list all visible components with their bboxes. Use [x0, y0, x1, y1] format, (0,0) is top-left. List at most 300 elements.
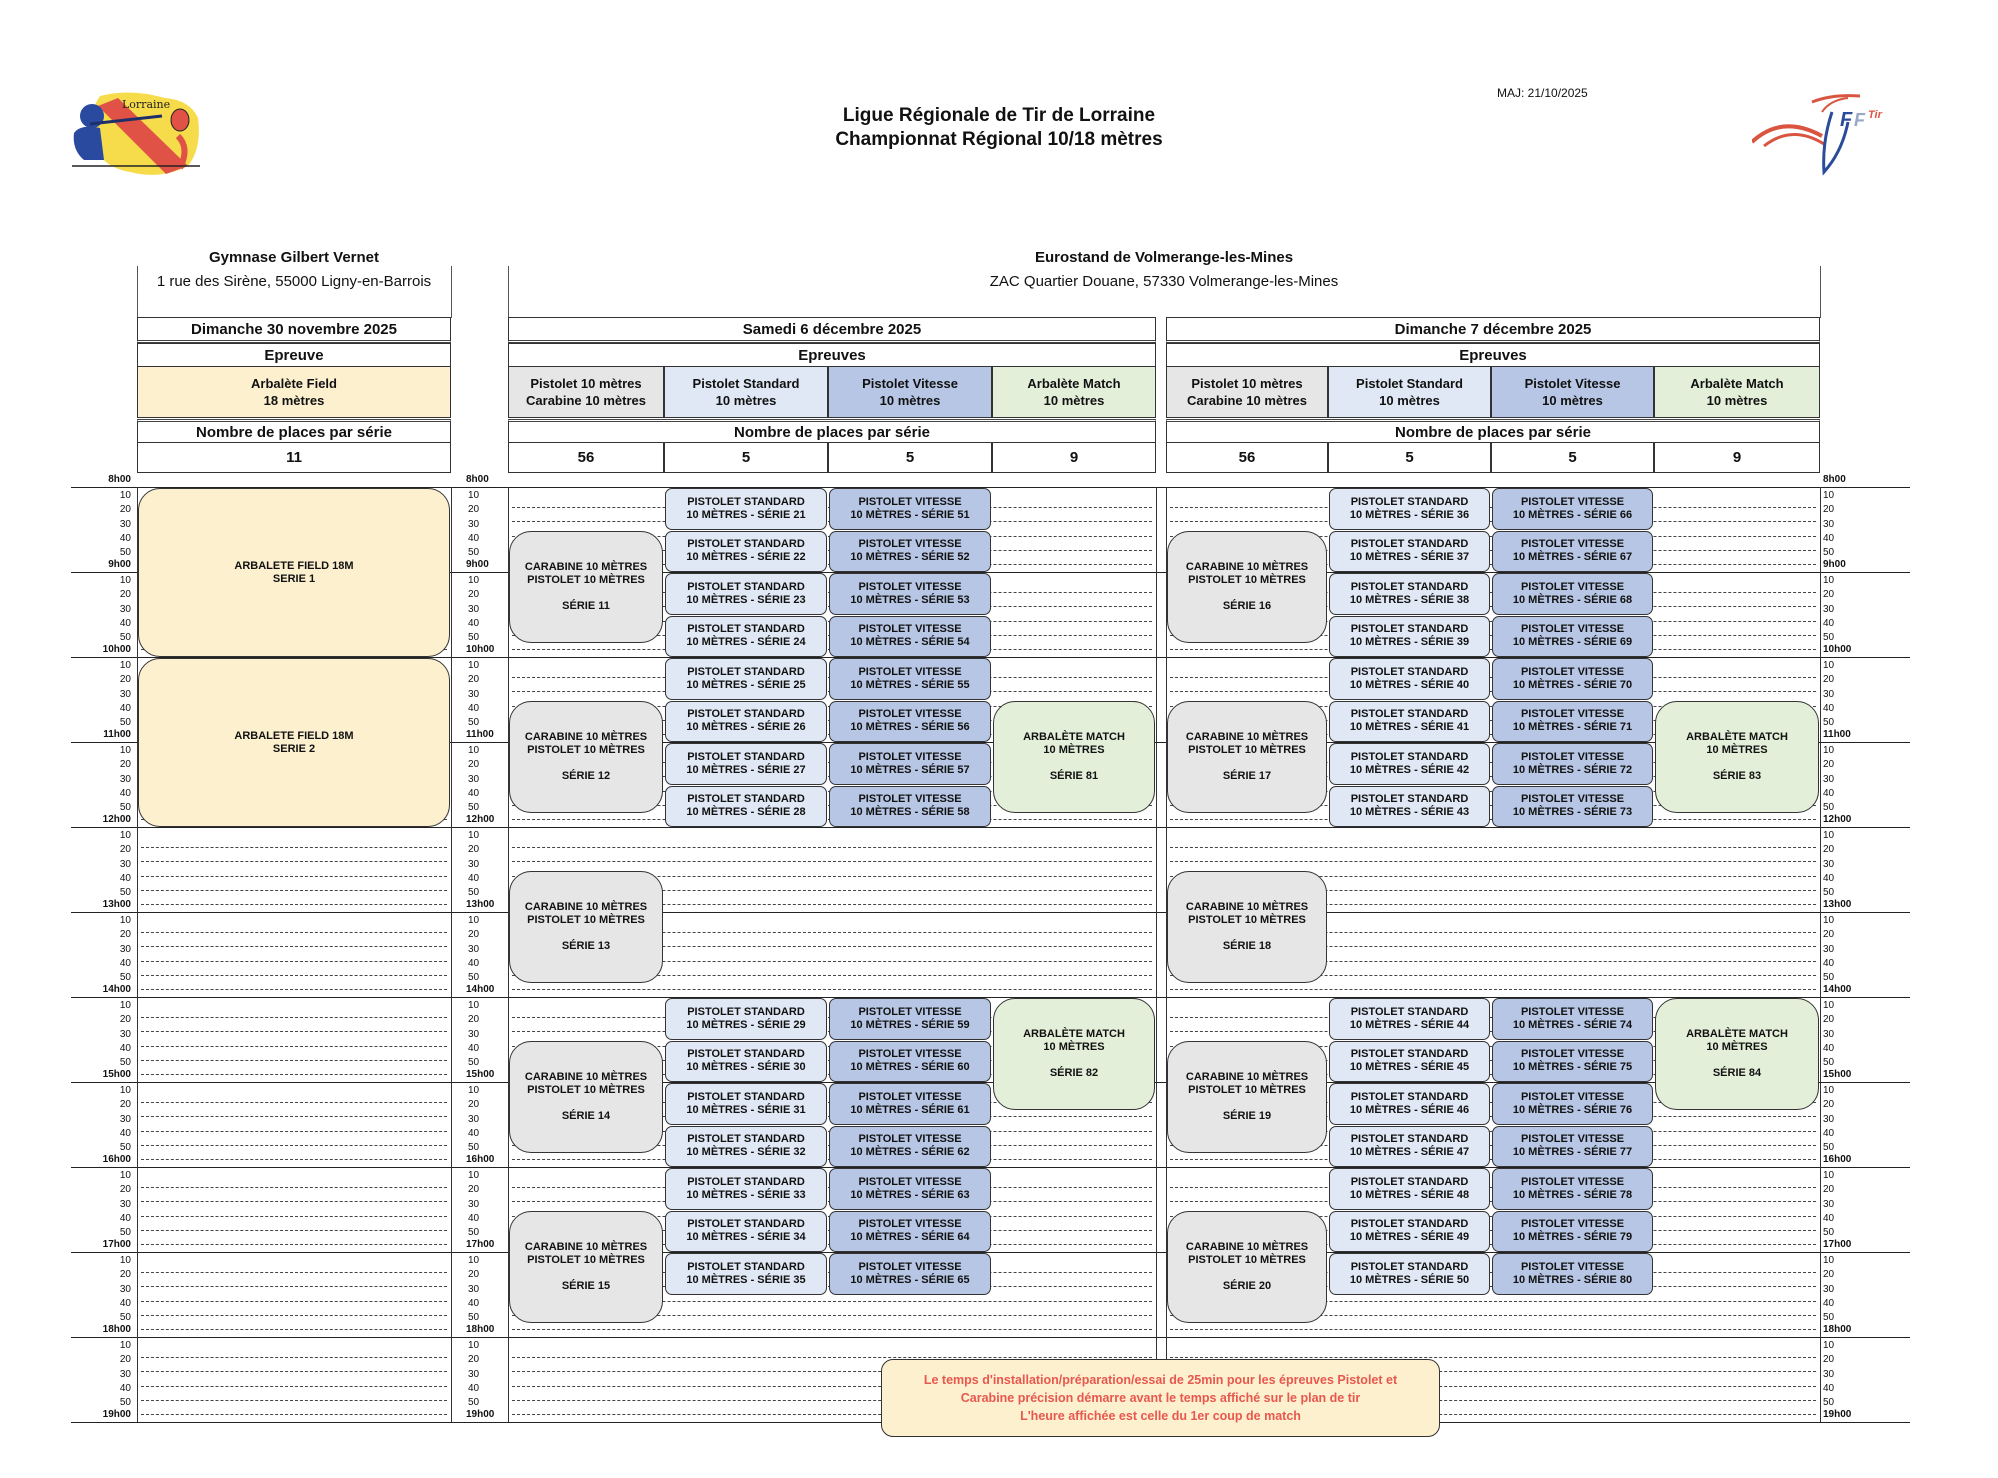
schedule-block-vit[interactable] [829, 743, 991, 785]
block-text: 10 MÈTRES - SÉRIE 72 [1512, 763, 1633, 776]
minute-label: 40 [119, 1212, 131, 1224]
schedule-block-vit[interactable] [1492, 1126, 1653, 1168]
hour-label: 13h00 [466, 899, 495, 910]
minute-label: 20 [468, 1014, 480, 1026]
schedule-block-vit[interactable] [1492, 743, 1653, 785]
ten-minute-line [141, 1414, 447, 1415]
minute-label: 10 [119, 830, 131, 842]
schedule-block-std[interactable] [665, 998, 827, 1040]
block-text: 10 MÈTRES - SÉRIE 79 [1512, 1231, 1633, 1244]
minute-label: 30 [468, 1113, 480, 1125]
hour-label: 17h00 [1823, 1239, 1852, 1250]
minute-label: 20 [1823, 844, 1835, 856]
hour-label: 17h00 [466, 1239, 495, 1250]
minute-label: 10 [1823, 745, 1835, 757]
page-title [0, 104, 1998, 152]
minute-label: 20 [1823, 759, 1835, 771]
minute-label: 20 [1823, 589, 1835, 601]
minute-label: 50 [119, 1226, 131, 1238]
event-name: Pistolet Vitesse [1524, 376, 1621, 391]
block-text: PISTOLET STANDARD [687, 1090, 805, 1103]
minute-label: 40 [468, 957, 480, 969]
minute-label: 20 [119, 589, 131, 601]
schedule-block-cp[interactable] [509, 531, 663, 643]
block-text: CARABINE 10 MÈTRES [524, 900, 648, 913]
ten-minute-line [141, 1031, 447, 1032]
block-text: PISTOLET VITESSE [1520, 750, 1625, 763]
schedule-block-vit[interactable] [829, 573, 991, 615]
ten-minute-line [141, 1131, 447, 1132]
minute-label: 30 [1823, 688, 1835, 700]
block-text: SERIE 1 [272, 572, 316, 585]
schedule-block-vit[interactable] [829, 1253, 991, 1295]
places-count: 5 [664, 442, 828, 473]
places-header: Nombre de places par série [137, 419, 451, 443]
block-text: 10 MÈTRES - SÉRIE 29 [686, 1018, 806, 1031]
minute-label: 30 [1823, 1198, 1835, 1210]
block-text: 10 MÈTRES - SÉRIE 80 [1512, 1273, 1633, 1286]
schedule-block-vit[interactable] [829, 786, 991, 828]
block-text: PISTOLET STANDARD [1350, 1260, 1469, 1273]
schedule-block-arb[interactable] [1655, 998, 1819, 1110]
schedule-block-vit[interactable] [1492, 573, 1653, 615]
block-text: 10 MÈTRES - SÉRIE 30 [686, 1061, 806, 1074]
schedule-block-std[interactable] [665, 573, 827, 615]
schedule-block-vit[interactable] [1492, 1041, 1653, 1083]
block-text: 10 MÈTRES - SÉRIE 42 [1349, 763, 1470, 776]
block-text: CARABINE 10 MÈTRES [1185, 1070, 1309, 1083]
minute-label: 50 [468, 631, 480, 643]
minute-label: 50 [1823, 1141, 1835, 1153]
series-label: SÉRIE 20 [1222, 1279, 1272, 1292]
ten-minute-line [141, 989, 447, 990]
event-distance: Carabine 10 mètres [526, 393, 646, 408]
schedule-block-vit[interactable] [1492, 658, 1653, 700]
schedule-block-cp[interactable] [509, 701, 663, 813]
minute-label: 50 [1823, 1226, 1835, 1238]
block-text: 10 MÈTRES - SÉRIE 25 [686, 678, 806, 691]
schedule-block-std[interactable] [665, 1253, 827, 1295]
minute-label: 20 [468, 674, 480, 686]
block-text: 10 MÈTRES - SÉRIE 65 [850, 1273, 970, 1286]
series-label: SÉRIE 14 [561, 1109, 611, 1122]
block-text: CARABINE 10 MÈTRES [524, 1070, 648, 1083]
series-label: SÉRIE 83 [1712, 769, 1762, 782]
block-text: PISTOLET VITESSE [1520, 1133, 1625, 1146]
minute-label: 20 [119, 844, 131, 856]
schedule-block-cp[interactable] [1167, 871, 1327, 983]
block-text: PISTOLET STANDARD [687, 708, 805, 721]
block-text: PISTOLET VITESSE [858, 708, 962, 721]
schedule-block-vit[interactable] [829, 1126, 991, 1168]
minute-label: 40 [468, 702, 480, 714]
minute-label: 20 [1823, 1184, 1835, 1196]
schedule-block-arb[interactable] [993, 998, 1155, 1110]
minute-label: 30 [119, 858, 131, 870]
event-distance: 10 mètres [1043, 393, 1105, 408]
minute-label: 40 [468, 1127, 480, 1139]
schedule-block-cp[interactable] [1167, 531, 1327, 643]
info-note [881, 1359, 1440, 1437]
schedule-block-std[interactable] [1329, 658, 1490, 700]
ten-minute-line [141, 904, 447, 905]
schedule-block-std[interactable] [665, 701, 827, 743]
minute-label: 20 [1823, 1099, 1835, 1111]
event-distance: 18 mètres [263, 393, 325, 408]
minute-label: 30 [1823, 603, 1835, 615]
schedule-block-vit[interactable] [829, 1083, 991, 1125]
minute-label: 40 [468, 1297, 480, 1309]
schedule-block-vit[interactable] [1492, 1083, 1653, 1125]
ten-minute-line [141, 1046, 447, 1047]
block-text: 10 MÈTRES - SÉRIE 67 [1512, 551, 1633, 564]
block-text: PISTOLET VITESSE [858, 580, 962, 593]
schedule-block-std[interactable] [665, 1041, 827, 1083]
event-distance: 10 mètres [1706, 393, 1768, 408]
hour-label: 11h00 [466, 729, 494, 740]
schedule-block-vit[interactable] [829, 488, 991, 530]
minute-label: 20 [468, 1269, 480, 1281]
column-border [451, 487, 452, 1422]
minute-label: 30 [119, 688, 131, 700]
minute-label: 30 [1823, 773, 1835, 785]
minute-label: 40 [1823, 702, 1835, 714]
schedule-block-arb[interactable] [993, 701, 1155, 813]
minute-label: 30 [468, 1368, 480, 1380]
block-text: PISTOLET VITESSE [1520, 1175, 1625, 1188]
schedule-block-std[interactable] [1329, 1211, 1490, 1253]
block-text: PISTOLET VITESSE [1520, 1048, 1625, 1061]
minute-label: 40 [119, 617, 131, 629]
block-text: 10 MÈTRES - SÉRIE 57 [850, 763, 970, 776]
title-line-2: Championnat Régional 10/18 mètres [835, 129, 1163, 150]
minute-label: 20 [1823, 504, 1835, 516]
minute-label: 20 [468, 1184, 480, 1196]
block-text: PISTOLET 10 MÈTRES [527, 573, 645, 586]
hour-label: 19h00 [466, 1409, 495, 1420]
schedule-block-vit[interactable] [829, 531, 991, 573]
minute-label: 30 [1823, 518, 1835, 530]
schedule-block-vit[interactable] [1492, 616, 1653, 658]
minute-label: 10 [119, 490, 131, 502]
minute-label: 20 [1823, 1014, 1835, 1026]
block-text: PISTOLET STANDARD [1350, 793, 1469, 806]
schedule-block-arb[interactable] [1655, 701, 1819, 813]
minute-label: 40 [1823, 1212, 1835, 1224]
hour-label: 14h00 [1823, 984, 1852, 995]
schedule-block-std[interactable] [665, 743, 827, 785]
event-header [137, 366, 451, 418]
block-text: PISTOLET VITESSE [858, 538, 962, 551]
block-text: 10 MÈTRES - SÉRIE 50 [1349, 1273, 1470, 1286]
block-text: 10 MÈTRES - SÉRIE 43 [1349, 806, 1470, 819]
ten-minute-line [141, 961, 447, 962]
schedule-block-vit[interactable] [829, 701, 991, 743]
schedule-block-vit[interactable] [1492, 786, 1653, 828]
hour-label: 13h00 [102, 899, 131, 910]
schedule-block-cp[interactable] [1167, 1211, 1327, 1323]
schedule-block-cp[interactable] [1167, 1041, 1327, 1153]
event-name: Pistolet 10 mètres [1191, 376, 1303, 391]
schedule-block-std[interactable] [1329, 786, 1490, 828]
schedule-block-vit[interactable] [829, 998, 991, 1040]
block-text: PISTOLET VITESSE [858, 1005, 962, 1018]
minute-label: 30 [119, 1368, 131, 1380]
block-text: 10 MÈTRES - SÉRIE 24 [686, 636, 806, 649]
minute-label: 40 [1823, 1042, 1835, 1054]
venue-1-right-border [451, 266, 452, 318]
minute-label: 10 [1823, 1255, 1835, 1267]
block-text: PISTOLET STANDARD [1350, 1175, 1469, 1188]
block-text: PISTOLET STANDARD [687, 1175, 805, 1188]
minute-label: 20 [1823, 929, 1835, 941]
schedule-block-std[interactable] [665, 488, 827, 530]
places-count: 9 [992, 442, 1156, 473]
svg-text:F: F [1854, 110, 1865, 130]
schedule-block-cp[interactable] [509, 871, 663, 983]
minute-label: 40 [1823, 1127, 1835, 1139]
schedule-block-std[interactable] [665, 1083, 827, 1125]
hour-label: 8h00 [108, 474, 131, 485]
minute-label: 30 [1823, 1283, 1835, 1295]
minute-label: 50 [468, 716, 480, 728]
block-text: PISTOLET STANDARD [687, 1005, 805, 1018]
minute-label: 20 [1823, 674, 1835, 686]
ten-minute-line [141, 1116, 447, 1117]
hour-label: 12h00 [102, 814, 131, 825]
places-header: Nombre de places par série [508, 419, 1156, 443]
schedule-block-std[interactable] [665, 1168, 827, 1210]
event-name: Pistolet Vitesse [862, 376, 958, 391]
schedule-block-vit[interactable] [829, 616, 991, 658]
block-text: 10 MÈTRES [1706, 1041, 1768, 1054]
minute-label: 20 [468, 759, 480, 771]
title-line-1: Ligue Régionale de Tir de Lorraine [842, 105, 1156, 126]
schedule-block-std[interactable] [1329, 998, 1490, 1040]
block-text: PISTOLET STANDARD [1350, 750, 1469, 763]
block-text: PISTOLET STANDARD [1350, 495, 1469, 508]
block-text: PISTOLET VITESSE [1520, 708, 1625, 721]
ten-minute-line [141, 1187, 447, 1188]
minute-label: 10 [1823, 1085, 1835, 1097]
epreuves-header: Epreuves [1166, 343, 1820, 367]
schedule-block-vit[interactable] [1492, 531, 1653, 573]
block-text: CARABINE 10 MÈTRES [1185, 900, 1309, 913]
schedule-block-vit[interactable] [1492, 701, 1653, 743]
minute-label: 30 [468, 603, 480, 615]
block-text: 10 MÈTRES - SÉRIE 66 [1512, 508, 1633, 521]
block-text: 10 MÈTRES - SÉRIE 73 [1512, 806, 1633, 819]
minute-label: 10 [119, 575, 131, 587]
ten-minute-line [141, 1102, 447, 1103]
schedule-block-vit[interactable] [1492, 1211, 1653, 1253]
schedule-block-vit[interactable] [1492, 998, 1653, 1040]
minute-label: 40 [119, 787, 131, 799]
minute-label: 40 [119, 1042, 131, 1054]
minute-label: 30 [1823, 858, 1835, 870]
block-text: ARBALÈTE MATCH [1686, 1028, 1788, 1041]
block-text: 10 MÈTRES - SÉRIE 40 [1349, 678, 1470, 691]
event-name: Arbalète Field [251, 376, 337, 391]
schedule-block-std[interactable] [665, 1211, 827, 1253]
block-text: PISTOLET STANDARD [687, 580, 805, 593]
hour-label: 10h00 [466, 644, 495, 655]
update-date: MAJ: 21/10/2025 [1497, 86, 1588, 100]
column-border [1156, 487, 1157, 1422]
hour-label: 11h00 [1823, 729, 1851, 740]
minute-label: 40 [1823, 617, 1835, 629]
epreuves-header: Epreuves [508, 343, 1156, 367]
block-text: CARABINE 10 MÈTRES [1185, 730, 1309, 743]
schedule-block-std[interactable] [1329, 701, 1490, 743]
hour-label: 19h00 [102, 1409, 131, 1420]
block-text: PISTOLET VITESSE [858, 665, 962, 678]
places-count: 56 [508, 442, 664, 473]
minute-label: 40 [119, 532, 131, 544]
schedule-block-std[interactable] [1329, 1041, 1490, 1083]
block-text: PISTOLET VITESSE [858, 1218, 962, 1231]
schedule-block-std[interactable] [665, 531, 827, 573]
series-label: SÉRIE 16 [1222, 599, 1272, 612]
schedule-block-vit[interactable] [1492, 1253, 1653, 1295]
block-text: 10 MÈTRES - SÉRIE 32 [686, 1146, 806, 1159]
minute-label: 10 [468, 1000, 480, 1012]
ten-minute-line [1170, 1357, 1816, 1358]
minute-label: 50 [1823, 1056, 1835, 1068]
series-label: SÉRIE 13 [561, 939, 611, 952]
venue-2-name: Eurostand de Volmerange-les-Mines [1034, 249, 1294, 266]
ten-minute-line [141, 1357, 447, 1358]
block-text: 10 MÈTRES - SÉRIE 47 [1349, 1146, 1470, 1159]
minute-label: 10 [119, 915, 131, 927]
schedule-block-std[interactable] [665, 1126, 827, 1168]
block-text: PISTOLET VITESSE [858, 1260, 962, 1273]
block-text: 10 MÈTRES - SÉRIE 58 [850, 806, 970, 819]
block-text: CARABINE 10 MÈTRES [524, 1240, 648, 1253]
minute-label: 40 [119, 957, 131, 969]
minute-label: 20 [1823, 1354, 1835, 1366]
minute-label: 40 [468, 1382, 480, 1394]
block-text: 10 MÈTRES - SÉRIE 38 [1349, 593, 1470, 606]
schedule-block-std[interactable] [665, 786, 827, 828]
schedule-block-std[interactable] [665, 658, 827, 700]
block-text: 10 MÈTRES - SÉRIE 68 [1512, 593, 1633, 606]
minute-label: 40 [468, 1042, 480, 1054]
block-text: PISTOLET VITESSE [1520, 1005, 1625, 1018]
block-text: PISTOLET STANDARD [1350, 623, 1469, 636]
minute-label: 40 [468, 617, 480, 629]
note-line-2: Carabine précision démarre avant le temps affiché sur le plan de tir [960, 1391, 1361, 1405]
minute-label: 20 [468, 929, 480, 941]
block-text: 10 MÈTRES - SÉRIE 62 [850, 1146, 970, 1159]
minute-label: 10 [119, 1085, 131, 1097]
schedule-block-vit[interactable] [829, 1211, 991, 1253]
schedule-block-std[interactable] [1329, 616, 1490, 658]
minute-label: 30 [119, 1113, 131, 1125]
schedule-block-std[interactable] [1329, 743, 1490, 785]
places-count: 9 [1654, 442, 1820, 473]
minute-label: 30 [1823, 1113, 1835, 1125]
minute-label: 10 [468, 745, 480, 757]
minute-label: 50 [468, 1226, 480, 1238]
ten-minute-line [141, 861, 447, 862]
event-name: Arbalète Match [1027, 376, 1121, 391]
block-text: PISTOLET VITESSE [858, 1175, 962, 1188]
event-name: Arbalète Match [1690, 376, 1784, 391]
minute-label: 20 [468, 589, 480, 601]
ten-minute-line [1170, 989, 1816, 990]
block-text: 10 MÈTRES - SÉRIE 21 [686, 508, 806, 521]
minute-label: 20 [119, 1354, 131, 1366]
block-text: PISTOLET STANDARD [1350, 1218, 1469, 1231]
schedule-block-cp[interactable] [509, 1211, 663, 1323]
minute-label: 40 [119, 872, 131, 884]
block-text: PISTOLET 10 MÈTRES [527, 1253, 645, 1266]
schedule-block-field[interactable] [138, 658, 450, 827]
ten-minute-line [141, 1272, 447, 1273]
minute-label: 50 [119, 886, 131, 898]
schedule-block-std[interactable] [1329, 573, 1490, 615]
schedule-block-cp[interactable] [1167, 701, 1327, 813]
hour-label: 16h00 [1823, 1154, 1852, 1165]
ten-minute-line [512, 847, 1152, 848]
block-text: 10 MÈTRES - SÉRIE 22 [686, 551, 806, 564]
minute-label: 30 [1823, 1028, 1835, 1040]
ten-minute-line [512, 989, 1152, 990]
block-text: PISTOLET STANDARD [687, 665, 805, 678]
ten-minute-line [141, 946, 447, 947]
block-text: 10 MÈTRES - SÉRIE 44 [1349, 1018, 1470, 1031]
schedule-block-vit[interactable] [829, 1168, 991, 1210]
block-text: 10 MÈTRES - SÉRIE 49 [1349, 1231, 1470, 1244]
ten-minute-line [1170, 1329, 1816, 1330]
hour-label: 17h00 [102, 1239, 131, 1250]
block-text: 10 MÈTRES - SÉRIE 46 [1349, 1103, 1470, 1116]
hour-label: 12h00 [1823, 814, 1852, 825]
hour-label: 10h00 [1823, 644, 1852, 655]
block-text: CARABINE 10 MÈTRES [524, 730, 648, 743]
series-label: SÉRIE 82 [1049, 1067, 1099, 1080]
schedule-block-cp[interactable] [509, 1041, 663, 1153]
schedule-block-vit[interactable] [829, 1041, 991, 1083]
schedule-block-vit[interactable] [1492, 488, 1653, 530]
block-text: PISTOLET 10 MÈTRES [1188, 1253, 1306, 1266]
minute-label: 10 [468, 1170, 480, 1182]
schedule-block-std[interactable] [1329, 531, 1490, 573]
schedule-block-vit[interactable] [1492, 1168, 1653, 1210]
schedule-block-std[interactable] [665, 616, 827, 658]
schedule-block-std[interactable] [1329, 1253, 1490, 1295]
minute-label: 20 [119, 1269, 131, 1281]
block-text: PISTOLET STANDARD [1350, 580, 1469, 593]
schedule-block-std[interactable] [1329, 1083, 1490, 1125]
schedule-block-std[interactable] [1329, 488, 1490, 530]
minute-label: 30 [468, 1283, 480, 1295]
schedule-block-field[interactable] [138, 488, 450, 657]
block-text: PISTOLET VITESSE [1520, 1260, 1625, 1273]
block-text: 10 MÈTRES - SÉRIE 31 [686, 1103, 806, 1116]
hour-label: 16h00 [466, 1154, 495, 1165]
schedule-block-vit[interactable] [829, 658, 991, 700]
minute-label: 40 [119, 1127, 131, 1139]
minute-label: 10 [468, 490, 480, 502]
schedule-block-std[interactable] [1329, 1168, 1490, 1210]
hour-label: 15h00 [102, 1069, 131, 1080]
schedule-block-std[interactable] [1329, 1126, 1490, 1168]
block-text: 10 MÈTRES - SÉRIE 48 [1349, 1188, 1470, 1201]
ten-minute-line [141, 1315, 447, 1316]
block-text: ARBALÈTE MATCH [1023, 730, 1125, 743]
